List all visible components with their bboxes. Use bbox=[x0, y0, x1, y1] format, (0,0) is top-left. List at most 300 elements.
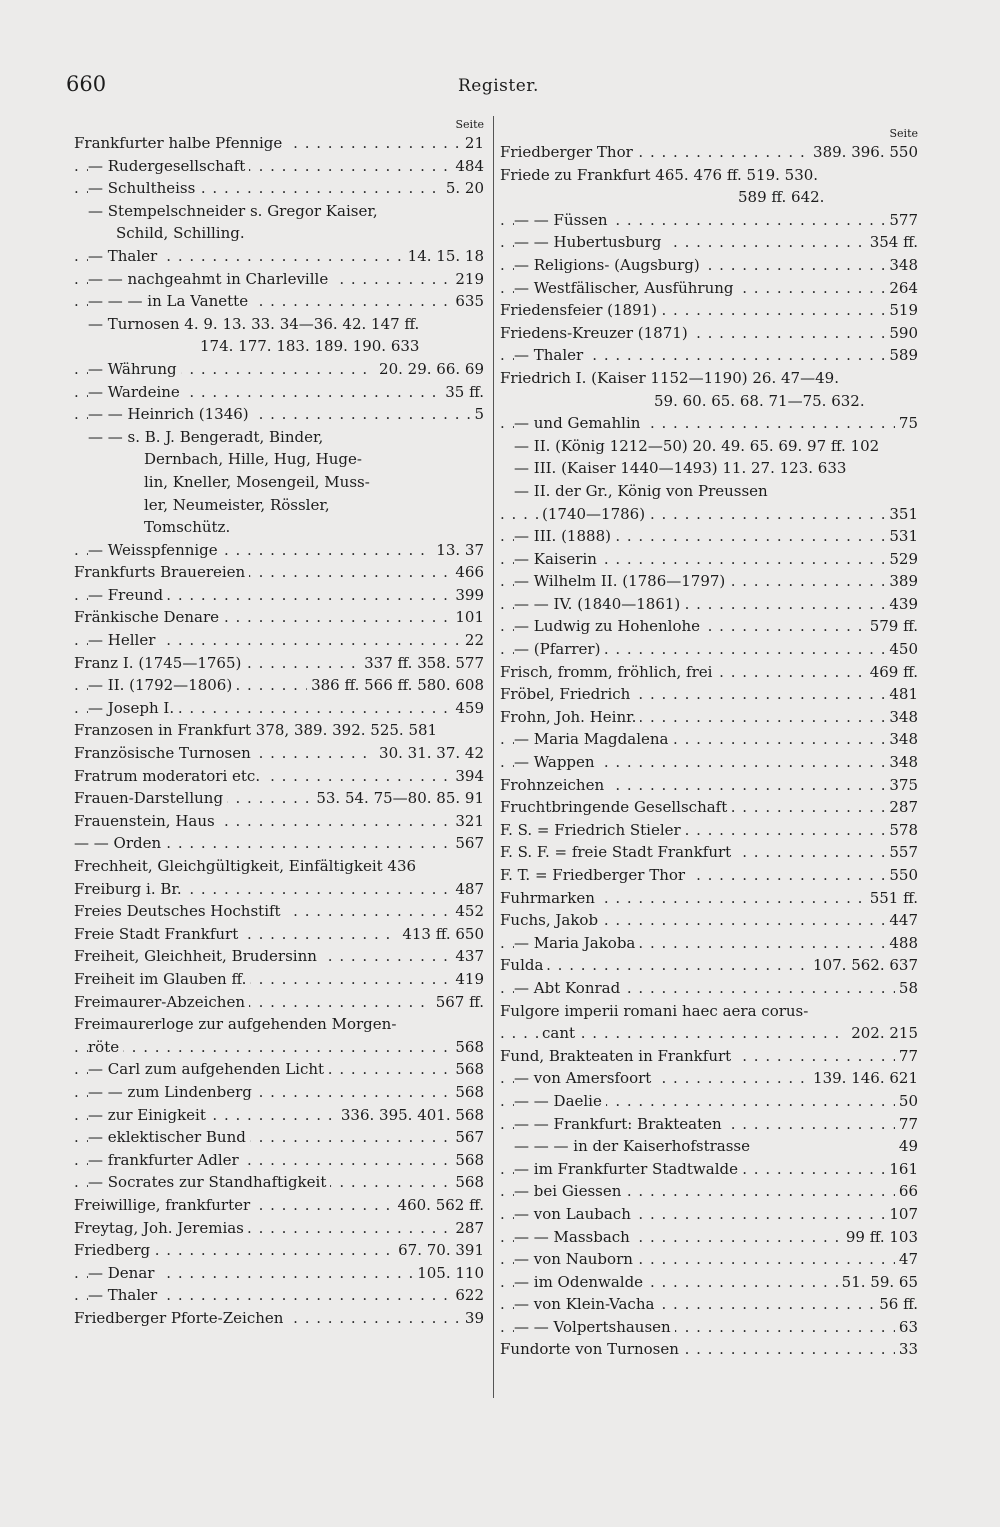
running-head: Register. bbox=[458, 76, 539, 96]
index-entry-term: cant bbox=[542, 1024, 579, 1042]
index-entry bbox=[500, 1180, 918, 1203]
index-entry bbox=[500, 661, 918, 684]
index-entry-pages: 287 bbox=[451, 1217, 484, 1240]
index-entry-term: Fundorte von Turnosen bbox=[500, 1340, 683, 1358]
index-entry-pages: 519 bbox=[885, 299, 918, 322]
index-entry-pages: 389. 396. 550 bbox=[809, 141, 918, 164]
index-entry bbox=[500, 1022, 918, 1045]
index-entry bbox=[500, 1203, 918, 1226]
index-entry bbox=[74, 1104, 484, 1127]
index-entry bbox=[74, 335, 484, 358]
index-entry-term: — — Hubertusburg bbox=[514, 233, 665, 251]
index-entry bbox=[74, 403, 484, 426]
index-entry-pages: 5 bbox=[470, 403, 484, 426]
index-entry bbox=[74, 1217, 484, 1240]
index-entry-term: — im Frankfurter Stadtwalde bbox=[514, 1160, 742, 1178]
index-entry bbox=[500, 435, 918, 458]
index-entry-term: Friedberger Pforte-Zeichen bbox=[74, 1309, 287, 1327]
index-entry bbox=[74, 629, 484, 652]
index-entry-pages: 567 bbox=[451, 832, 484, 855]
index-entry bbox=[500, 570, 918, 593]
index-entry-term: Freimaurerloge zur aufgehenden Morgen- bbox=[74, 1015, 400, 1033]
index-entry-term: F. T. = Friedberger Thor bbox=[500, 866, 689, 884]
index-entry bbox=[500, 593, 918, 616]
index-entry bbox=[74, 155, 484, 178]
index-entry bbox=[500, 954, 918, 977]
index-entry-term: Franz I. (1745—1765) bbox=[74, 654, 245, 672]
index-entry bbox=[74, 1036, 484, 1059]
index-entry bbox=[74, 245, 484, 268]
index-entry bbox=[74, 358, 484, 381]
index-entry-term: ler, Neumeister, Rössler, bbox=[144, 496, 334, 514]
index-entry-pages: 577 bbox=[885, 209, 918, 232]
index-entry-pages: 413 ff. 650 bbox=[398, 923, 484, 946]
index-entry bbox=[500, 638, 918, 661]
index-entry-term: — und Gemahlin bbox=[514, 414, 644, 432]
index-entry-pages: 568 bbox=[451, 1149, 484, 1172]
index-entry-term: — Joseph I. bbox=[88, 699, 178, 717]
index-entry-term: — von Nauborn bbox=[514, 1250, 637, 1268]
index-entry bbox=[500, 728, 918, 751]
index-entry bbox=[500, 1067, 918, 1090]
index-entry bbox=[74, 878, 484, 901]
index-entry bbox=[500, 819, 918, 842]
index-entry-pages: 77 bbox=[895, 1045, 918, 1068]
index-entry-term: — Freund bbox=[88, 586, 167, 604]
index-entry-pages: 264 bbox=[885, 277, 918, 300]
index-entry bbox=[74, 290, 484, 313]
index-entry-term: Friedensfeier (1891) bbox=[500, 301, 661, 319]
index-entry-pages: 107. 562. 637 bbox=[809, 954, 918, 977]
index-entry-pages: 50 bbox=[895, 1090, 918, 1113]
index-entry bbox=[500, 1135, 918, 1158]
index-entry-pages: 567 ff. bbox=[432, 991, 484, 1014]
index-entry-term: — — Orden bbox=[74, 834, 165, 852]
index-entry bbox=[500, 164, 918, 187]
index-entry-pages: 529 bbox=[885, 548, 918, 571]
index-entry bbox=[74, 471, 484, 494]
index-entry-term: — Maria Jakoba bbox=[514, 934, 639, 952]
index-entry-term: Friedberg bbox=[74, 1241, 154, 1259]
index-entry-pages: 590 bbox=[885, 322, 918, 345]
index-entry-pages: 348 bbox=[885, 254, 918, 277]
index-entry-pages: 14. 15. 18 bbox=[404, 245, 484, 268]
index-entry bbox=[500, 141, 918, 164]
index-entry-term: 59. 60. 65. 68. 71—75. 632. bbox=[654, 392, 869, 410]
index-entry-term: — von Amersfoort bbox=[514, 1069, 655, 1087]
index-entry-pages: 469 ff. bbox=[866, 661, 918, 684]
index-entry-term: — Thaler bbox=[514, 346, 587, 364]
index-entry-pages: 13. 37 bbox=[432, 539, 484, 562]
index-entry-term: — Maria Magdalena bbox=[514, 730, 672, 748]
index-entry-pages: 35 ff. bbox=[441, 381, 484, 404]
index-entry bbox=[74, 1149, 484, 1172]
index-entry bbox=[500, 615, 918, 638]
index-entry-pages: 568 bbox=[451, 1036, 484, 1059]
index-entry-pages: 75 bbox=[895, 412, 918, 435]
index-entry-term: — Ludwig zu Hohenlohe bbox=[514, 617, 704, 635]
index-entry-term: Freiheit im Glauben ff. bbox=[74, 970, 250, 988]
index-entry-pages: 348 bbox=[885, 706, 918, 729]
index-entry bbox=[500, 932, 918, 955]
index-entry bbox=[500, 1158, 918, 1181]
index-entry-term: — Währung bbox=[88, 360, 181, 378]
index-entry-pages: 39 bbox=[461, 1307, 484, 1330]
index-entry-pages: 437 bbox=[451, 945, 484, 968]
index-entry bbox=[500, 299, 918, 322]
index-entry bbox=[500, 683, 918, 706]
index-entry bbox=[500, 1113, 918, 1136]
index-entry-term: — — — in La Vanette bbox=[88, 292, 252, 310]
index-entry-pages: 568 bbox=[451, 1058, 484, 1081]
index-entry bbox=[500, 525, 918, 548]
index-entry bbox=[500, 1293, 918, 1316]
index-entry-term: Tomschütz. bbox=[144, 518, 234, 536]
index-entry bbox=[74, 268, 484, 291]
index-entry-pages: 466 bbox=[451, 561, 484, 584]
index-entry-term: Friede zu Frankfurt 465. 476 ff. 519. 530. bbox=[500, 166, 822, 184]
index-entry bbox=[500, 1248, 918, 1271]
index-entry-term: 589 ff. 642. bbox=[738, 188, 828, 206]
index-entry bbox=[74, 1262, 484, 1285]
index-entry-pages: 66 bbox=[895, 1180, 918, 1203]
index-entry-pages: 99 ff. 103 bbox=[842, 1226, 918, 1249]
index-entry-term: — von Laubach bbox=[514, 1205, 635, 1223]
index-entry-pages: 202. 215 bbox=[847, 1022, 918, 1045]
index-entry bbox=[74, 1194, 484, 1217]
index-column-left bbox=[74, 118, 484, 1329]
index-entry-term: — II. der Gr., König von Preussen bbox=[514, 482, 772, 500]
index-entry bbox=[74, 923, 484, 946]
index-entry-term: — zur Einigkeit bbox=[88, 1106, 210, 1124]
index-entry-pages: 399 bbox=[451, 584, 484, 607]
index-entry-term: — von Klein-Vacha bbox=[514, 1295, 658, 1313]
index-entry bbox=[74, 584, 484, 607]
index-entry-term: Franzosen in Frankfurt 378, 389. 392. 525. 581 bbox=[74, 721, 441, 739]
index-entry bbox=[74, 516, 484, 539]
index-entry-term: Frohn, Joh. Heinr. bbox=[500, 708, 640, 726]
index-entry-term: Fränkische Denare bbox=[74, 608, 223, 626]
index-entry-pages: 531 bbox=[885, 525, 918, 548]
index-entry-pages: 20. 29. 66. 69 bbox=[375, 358, 484, 381]
index-entry-term: — Turnosen 4. 9. 13. 33. 34—36. 42. 147 ff. bbox=[88, 315, 423, 333]
index-entry bbox=[74, 991, 484, 1014]
index-entry bbox=[74, 1171, 484, 1194]
index-entry-pages: 389 bbox=[885, 570, 918, 593]
index-entry-pages: 550 bbox=[885, 864, 918, 887]
index-entry bbox=[74, 426, 484, 449]
index-entry-pages: 21 bbox=[461, 132, 484, 155]
index-entry bbox=[74, 494, 484, 517]
index-entry bbox=[74, 787, 484, 810]
index-entry-term: — — Heinrich (1346) bbox=[88, 405, 253, 423]
index-entry-pages: 589 bbox=[885, 344, 918, 367]
index-entry bbox=[500, 1090, 918, 1113]
index-entry-pages: 394 bbox=[451, 765, 484, 788]
index-entry-term: F. S. = Friedrich Stieler bbox=[500, 821, 685, 839]
index-entry bbox=[74, 674, 484, 697]
index-entry bbox=[74, 900, 484, 923]
index-entry-pages: 49 bbox=[895, 1135, 918, 1158]
index-entry-term: — — s. B. J. Bengeradt, Binder, bbox=[88, 428, 327, 446]
index-entry-pages: 488 bbox=[885, 932, 918, 955]
index-entries-right bbox=[500, 141, 918, 1361]
index-entry-pages: 460. 562 ff. bbox=[394, 1194, 484, 1217]
index-entry-term: — — — in der Kaiserhofstrasse bbox=[514, 1137, 754, 1155]
index-entry-term: Frauenstein, Haus bbox=[74, 812, 219, 830]
index-entry-term: Schild, Schilling. bbox=[116, 224, 249, 242]
index-entry bbox=[74, 606, 484, 629]
index-entry-pages: 578 bbox=[885, 819, 918, 842]
index-entry bbox=[74, 742, 484, 765]
index-entry-term: — III. (Kaiser 1440—1493) 11. 27. 123. 633 bbox=[514, 459, 850, 477]
index-entry-pages: 450 bbox=[885, 638, 918, 661]
index-entry-pages: 5. 20 bbox=[442, 177, 484, 200]
index-entry bbox=[500, 774, 918, 797]
index-entry bbox=[500, 1338, 918, 1361]
index-entry bbox=[74, 697, 484, 720]
index-entry-term: Fund, Brakteaten in Frankfurt bbox=[500, 1047, 735, 1065]
index-entry bbox=[74, 1239, 484, 1262]
index-entry bbox=[500, 480, 918, 503]
seite-label: Seite bbox=[889, 127, 918, 140]
index-entry-term: — — IV. (1840—1861) bbox=[514, 595, 684, 613]
index-entry-pages: 161 bbox=[885, 1158, 918, 1181]
index-entry-term: — — Füssen bbox=[514, 211, 612, 229]
index-entry-term: — Thaler bbox=[88, 247, 161, 265]
index-entry bbox=[74, 855, 484, 878]
index-entry-term: — frankfurter Adler bbox=[88, 1151, 243, 1169]
index-entry bbox=[74, 968, 484, 991]
index-entry-term: Frankfurter halbe Pfennige bbox=[74, 134, 286, 152]
index-entry bbox=[500, 887, 918, 910]
index-entry-term: Freytag, Joh. Jeremias bbox=[74, 1219, 248, 1237]
index-entry-pages: 58 bbox=[895, 977, 918, 1000]
index-entry-term: — — Daelie bbox=[514, 1092, 606, 1110]
index-entry-pages: 33 bbox=[895, 1338, 918, 1361]
index-entry-term: Fröbel, Friedrich bbox=[500, 685, 634, 703]
index-entry bbox=[74, 810, 484, 833]
index-entry-term: 174. 177. 183. 189. 190. 633 bbox=[200, 337, 423, 355]
index-entry bbox=[74, 313, 484, 336]
index-entry bbox=[74, 561, 484, 584]
index-entry-pages: 63 bbox=[895, 1316, 918, 1339]
index-entry-term: — Carl zum aufgehenden Licht bbox=[88, 1060, 328, 1078]
index-entry bbox=[500, 1000, 918, 1023]
index-entry bbox=[74, 1081, 484, 1104]
index-entry-term: — — Frankfurt: Brakteaten bbox=[514, 1115, 726, 1133]
index-entry-term: — Denar bbox=[88, 1264, 158, 1282]
index-entry-pages: 487 bbox=[451, 878, 484, 901]
index-entry-term: Freiwillige, frankfurter bbox=[74, 1196, 254, 1214]
index-entry-term: — II. (1792—1806) bbox=[88, 676, 236, 694]
index-entry bbox=[500, 231, 918, 254]
index-entry-pages: 557 bbox=[885, 841, 918, 864]
page-number: 660 bbox=[66, 72, 107, 96]
index-entry-pages: 101 bbox=[451, 606, 484, 629]
index-entry-pages: 348 bbox=[885, 751, 918, 774]
index-entry bbox=[74, 200, 484, 223]
index-entry-pages: 337 ff. 358. 577 bbox=[360, 652, 484, 675]
index-entry-pages: 47 bbox=[895, 1248, 918, 1271]
index-entry-pages: 568 bbox=[451, 1081, 484, 1104]
index-entry-term: — Thaler bbox=[88, 1286, 161, 1304]
index-entry-term: — im Odenwalde bbox=[514, 1273, 647, 1291]
index-entry-term: Friedens-Kreuzer (1871) bbox=[500, 324, 692, 342]
index-entry bbox=[500, 751, 918, 774]
index-entry-term: Frisch, fromm, fröhlich, frei bbox=[500, 663, 716, 681]
index-entry bbox=[500, 209, 918, 232]
index-entry-term: Friedberger Thor bbox=[500, 143, 637, 161]
index-entry-term: — — Massbach bbox=[514, 1228, 634, 1246]
index-entry bbox=[500, 390, 918, 413]
index-entry bbox=[74, 652, 484, 675]
index-entry-term: Dernbach, Hille, Hug, Huge- bbox=[144, 450, 366, 468]
index-entry bbox=[500, 1271, 918, 1294]
index-entry bbox=[500, 864, 918, 887]
index-entry-term: — Stempelschneider s. Gregor Kaiser, bbox=[88, 202, 382, 220]
index-entry bbox=[500, 412, 918, 435]
index-entry-pages: 107 bbox=[885, 1203, 918, 1226]
index-entry-pages: 321 bbox=[451, 810, 484, 833]
index-entry-pages: 567 bbox=[451, 1126, 484, 1149]
index-entry-term: — Socrates zur Standhaftigkeit bbox=[88, 1173, 330, 1191]
index-entry bbox=[74, 945, 484, 968]
index-entry-term: — Westfälischer, Ausführung bbox=[514, 279, 738, 297]
index-entry-term: — Wilhelm II. (1786—1797) bbox=[514, 572, 729, 590]
index-entry-term: Fuchs, Jakob bbox=[500, 911, 602, 929]
index-entry-term: — Weisspfennige bbox=[88, 541, 222, 559]
index-entry-term: Fulgore imperii romani haec aera corus- bbox=[500, 1002, 812, 1020]
index-entry-term: Frankfurts Brauereien bbox=[74, 563, 249, 581]
index-entry-pages: 484 bbox=[451, 155, 484, 178]
index-entry-term: (1740—1786) bbox=[542, 505, 649, 523]
index-entry-pages: 568 bbox=[451, 1171, 484, 1194]
index-entry-pages: 22 bbox=[461, 629, 484, 652]
index-entry-pages: 452 bbox=[451, 900, 484, 923]
index-entry-term: Freie Stadt Frankfurt bbox=[74, 925, 242, 943]
index-entry-term: röte bbox=[88, 1038, 123, 1056]
index-entry bbox=[500, 322, 918, 345]
index-entry-term: Freimaurer-Abzeichen bbox=[74, 993, 249, 1011]
index-entry-pages: 287 bbox=[885, 796, 918, 819]
index-entry bbox=[74, 1284, 484, 1307]
index-entry-term: Frechheit, Gleichgültigkeit, Einfältigkeit 436 bbox=[74, 857, 420, 875]
index-entry bbox=[500, 909, 918, 932]
index-entry bbox=[74, 448, 484, 471]
index-entry-pages: 354 ff. bbox=[866, 231, 918, 254]
index-entry-pages: 622 bbox=[451, 1284, 484, 1307]
index-entry bbox=[500, 503, 918, 526]
index-entry-pages: 635 bbox=[451, 290, 484, 313]
index-entry-pages: 447 bbox=[885, 909, 918, 932]
index-entry-term: — — zum Lindenberg bbox=[88, 1083, 256, 1101]
column-divider bbox=[493, 116, 494, 1398]
index-entry-pages: 386 ff. 566 ff. 580. 608 bbox=[307, 674, 484, 697]
index-entry-term: Freies Deutsches Hochstift bbox=[74, 902, 285, 920]
index-entry bbox=[500, 977, 918, 1000]
index-entry-pages: 53. 54. 75—80. 85. 91 bbox=[312, 787, 484, 810]
index-entry-term: — Kaiserin bbox=[514, 550, 601, 568]
index-entry-term: — Wardeine bbox=[88, 383, 184, 401]
index-entry-pages: 481 bbox=[885, 683, 918, 706]
index-entry-term: Fratrum moderatori etc. bbox=[74, 767, 264, 785]
index-entry bbox=[74, 132, 484, 155]
index-entry-pages: 219 bbox=[451, 268, 484, 291]
index-entry-pages: 67. 70. 391 bbox=[394, 1239, 484, 1262]
index-entry bbox=[74, 1058, 484, 1081]
index-entry-term: — III. (1888) bbox=[514, 527, 615, 545]
index-entry bbox=[500, 1226, 918, 1249]
index-entry-term: — — Volpertshausen bbox=[514, 1318, 675, 1336]
index-entry-pages: 56 ff. bbox=[875, 1293, 918, 1316]
index-entry-pages: 77 bbox=[895, 1113, 918, 1136]
index-entry bbox=[74, 832, 484, 855]
index-entry-pages: 30. 31. 37. 42 bbox=[375, 742, 484, 765]
index-entry-term: Fulda bbox=[500, 956, 547, 974]
index-entry bbox=[500, 277, 918, 300]
index-entry-term: — Abt Konrad bbox=[514, 979, 624, 997]
index-entry-pages: 51. 59. 65 bbox=[838, 1271, 918, 1294]
index-entry-term: — Rudergesellschaft bbox=[88, 157, 249, 175]
index-entry-term: Frohnzeichen bbox=[500, 776, 608, 794]
index-entry-term: F. S. F. = freie Stadt Frankfurt bbox=[500, 843, 735, 861]
index-entry-pages: 579 ff. bbox=[866, 615, 918, 638]
index-entry bbox=[500, 1316, 918, 1339]
index-entry-term: — Wappen bbox=[514, 753, 599, 771]
index-entry-pages: 348 bbox=[885, 728, 918, 751]
index-entry-term: Frauen-Darstellung bbox=[74, 789, 227, 807]
index-entry bbox=[500, 796, 918, 819]
index-entry-pages: 351 bbox=[885, 503, 918, 526]
index-entry-term: Fruchtbringende Gesellschaft bbox=[500, 798, 731, 816]
index-entry bbox=[74, 1013, 484, 1036]
index-entry-term: lin, Kneller, Mosengeil, Muss- bbox=[144, 473, 374, 491]
index-entry bbox=[74, 719, 484, 742]
index-entry-term: Fuhrmarken bbox=[500, 889, 599, 907]
index-entry-pages: 336. 395. 401. 568 bbox=[337, 1104, 484, 1127]
index-column-right bbox=[500, 127, 918, 1361]
index-entry-pages: 105. 110 bbox=[413, 1262, 484, 1285]
index-entry-pages: 419 bbox=[451, 968, 484, 991]
index-entry-term: Freiheit, Gleichheit, Brudersinn bbox=[74, 947, 321, 965]
index-entry-term: — — nachgeahmt in Charleville bbox=[88, 270, 332, 288]
index-entry-term: Französische Turnosen bbox=[74, 744, 255, 762]
index-entry-pages: 439 bbox=[885, 593, 918, 616]
index-entry-term: — Schultheiss bbox=[88, 179, 199, 197]
index-entry-term: — Religions- (Augsburg) bbox=[514, 256, 704, 274]
index-entries-left bbox=[74, 132, 484, 1329]
index-entry-pages: 459 bbox=[451, 697, 484, 720]
index-entry-term: — (Pfarrer) bbox=[514, 640, 604, 658]
index-entry bbox=[74, 381, 484, 404]
index-entry-term: Freiburg i. Br. bbox=[74, 880, 186, 898]
index-entry bbox=[500, 706, 918, 729]
index-entry-term: Friedrich I. (Kaiser 1152—1190) 26. 47—49. bbox=[500, 369, 843, 387]
index-entry bbox=[74, 1307, 484, 1330]
index-entry bbox=[74, 177, 484, 200]
seite-label: Seite bbox=[455, 118, 484, 131]
index-entry bbox=[500, 841, 918, 864]
index-entry bbox=[500, 344, 918, 367]
index-entry-term: — bei Giessen bbox=[514, 1182, 625, 1200]
index-entry bbox=[74, 1126, 484, 1149]
index-entry-pages: 551 ff. bbox=[866, 887, 918, 910]
index-entry bbox=[74, 765, 484, 788]
index-entry-term: — II. (König 1212—50) 20. 49. 65. 69. 97 ff. 102 bbox=[514, 437, 883, 455]
index-entry bbox=[500, 186, 918, 209]
index-entry-pages: 375 bbox=[885, 774, 918, 797]
